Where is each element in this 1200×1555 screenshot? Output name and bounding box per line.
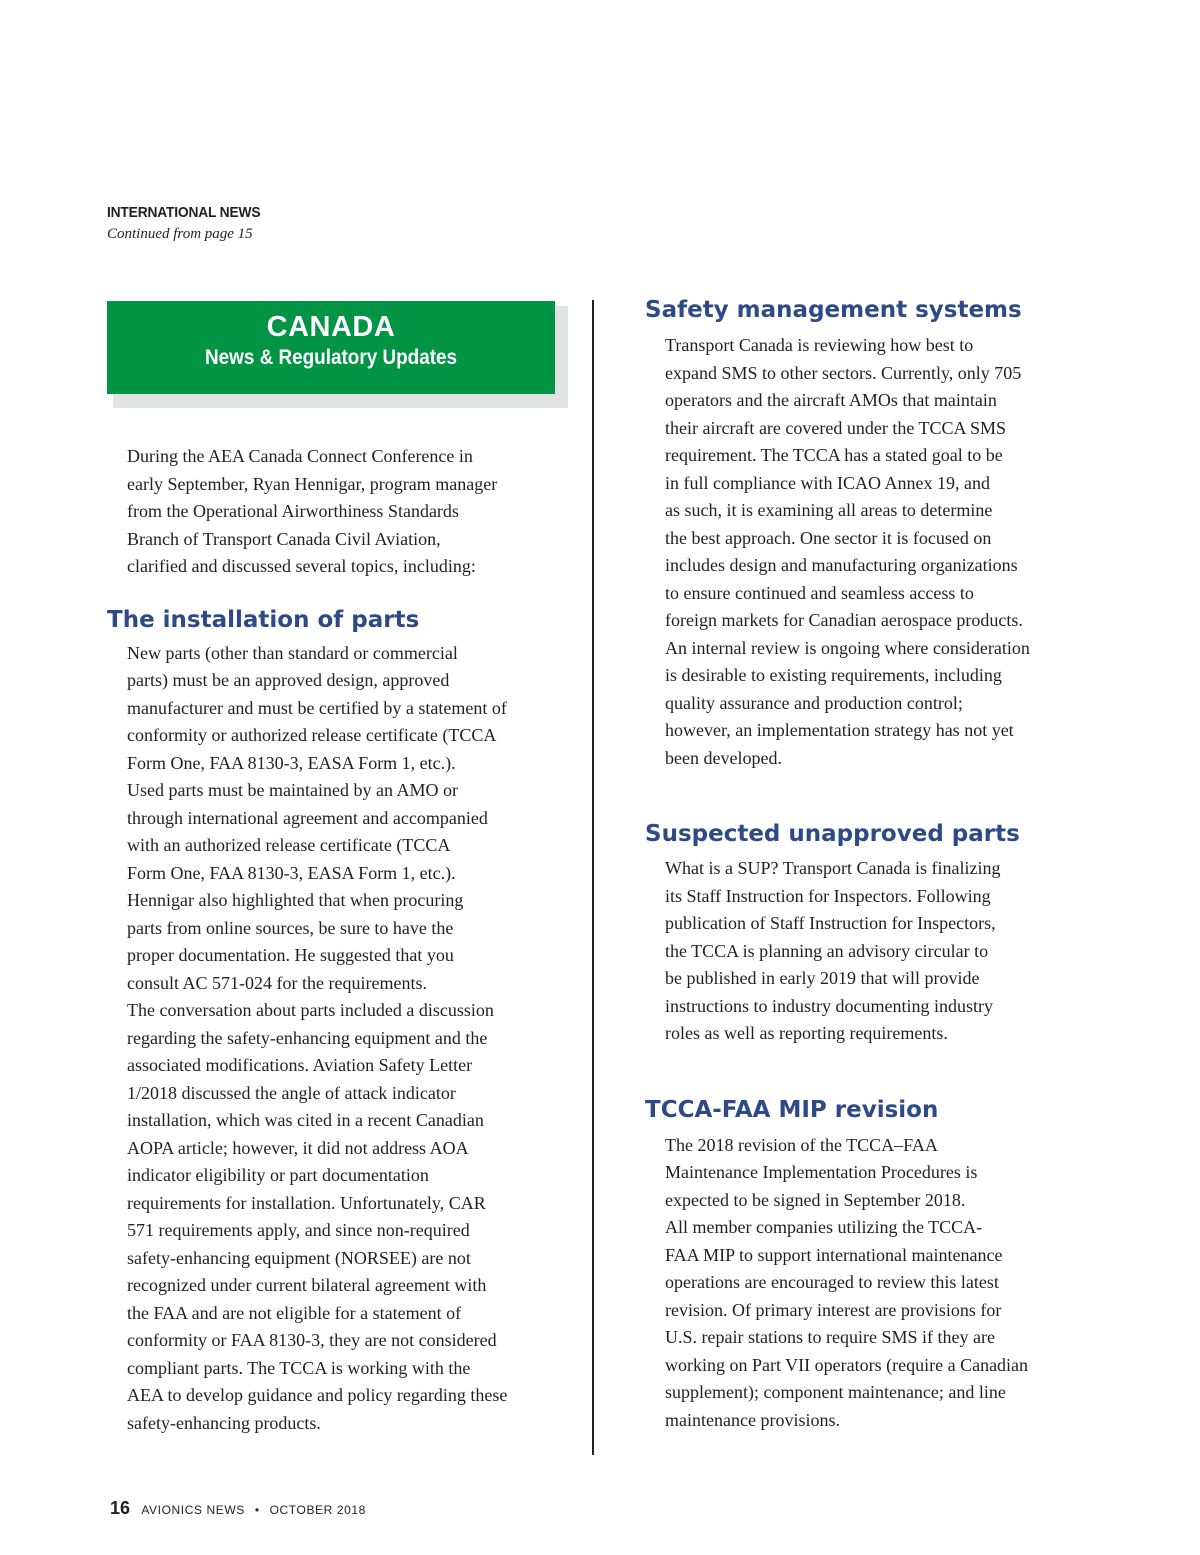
text-line: Branch of Transport Canada Civil Aviation, [127, 528, 441, 549]
text-line: Form One, FAA 8130-3, EASA Form 1, etc.). [127, 752, 456, 773]
text-line: been developed. [665, 747, 782, 768]
text-line: to ensure continued and seamless access to [665, 582, 974, 603]
text-line: expected to be signed in September 2018. [665, 1189, 966, 1210]
text-line: regarding the safety-enhancing equipment and the [127, 1027, 488, 1048]
text-line: manufacturer and must be certified by a statement of [127, 697, 507, 718]
text-line: maintenance provisions. [665, 1409, 840, 1430]
banner-title: CANADA [266, 311, 396, 343]
section-heading: Suspected unapproved parts [645, 821, 1020, 847]
text-line: the TCCA is planning an advisory circular to [665, 940, 989, 961]
text-line: installation, which was cited in a recent Canadian [127, 1110, 484, 1130]
body-paragraph [107, 640, 547, 778]
text-line: requirements for installation. Unfortunately, CAR [127, 1192, 486, 1213]
text-line: be published in early 2019 that will provide [665, 968, 980, 988]
text-line: proper documentation. He suggested that you [127, 945, 454, 965]
section-heading: Safety management systems [645, 297, 1022, 323]
text-line: clarified and discussed several topics, including: [127, 556, 476, 576]
text-line: supplement); component maintenance; and line [665, 1382, 1006, 1402]
text-line: 571 requirements apply, and since non-required [127, 1220, 470, 1240]
body-paragraph [107, 777, 547, 887]
intro-paragraph [107, 443, 547, 581]
text-line: through international agreement and accompanied [127, 807, 488, 828]
text-line: operators and the aircraft AMOs that maintain [665, 390, 997, 410]
section-kicker: INTERNATIONAL NEWS [107, 204, 261, 221]
text-line: operations are encouraged to review this latest [665, 1272, 999, 1292]
text-line: publication of Staff Instruction for Inspectors, [665, 913, 996, 933]
text-line: is desirable to existing requirements, including [665, 665, 1002, 685]
text-line: requirement. The TCCA has a stated goal to be [665, 445, 1003, 465]
canada-banner [107, 301, 555, 394]
text-line: AEA to develop guidance and policy regarding these [127, 1385, 508, 1405]
text-line: associated modifications. Aviation Safety Letter [127, 1055, 473, 1075]
text-line: The 2018 revision of the TCCA–FAA [665, 1134, 938, 1155]
text-line: consult AC 571-024 for the requirements. [127, 972, 427, 993]
section-heading: TCCA-FAA MIP revision [645, 1096, 939, 1123]
text-line: What is a SUP? Transport Canada is finalizing [665, 858, 1001, 878]
banner-subtitle: News & Regulatory Updates [204, 346, 458, 369]
text-line: safety-enhancing products. [127, 1412, 321, 1433]
body-paragraph [107, 887, 547, 997]
left-column [107, 443, 547, 1437]
text-line: Maintenance Implementation Procedures is [665, 1162, 978, 1182]
text-line: their aircraft are covered under the TCCA SMS [665, 417, 1007, 438]
text-line: parts from online sources, be sure to have the [127, 917, 454, 938]
text-line: the FAA and are not eligible for a statement of [127, 1302, 462, 1323]
text-line: conformity or authorized release certificate (TCCA [127, 725, 497, 745]
page-number: 16 [110, 1498, 131, 1518]
text-line: early September, Ryan Hennigar, program manager [127, 473, 498, 494]
text-line: compliant parts. The TCCA is working with the [127, 1357, 471, 1378]
body-paragraph [645, 855, 1085, 1048]
text-line: Used parts must be maintained by an AMO or [127, 780, 458, 800]
text-line: parts) must be an approved design, approved [127, 670, 450, 690]
body-paragraph [645, 332, 1085, 772]
text-line: includes design and manufacturing organizations [665, 555, 1018, 575]
text-line: An internal review is ongoing where consideration [665, 637, 1030, 658]
body-paragraph [645, 1132, 1085, 1435]
text-line: roles as well as reporting requirements. [665, 1023, 948, 1043]
text-line: FAA MIP to support international maintenance [665, 1244, 1003, 1265]
text-line: AOPA article; however, it did not address AOA [127, 1137, 469, 1158]
text-line: 1/2018 discussed the angle of attack indicator [127, 1082, 456, 1103]
text-line: in full compliance with ICAO Annex 19, and [665, 472, 990, 493]
text-line: Form One, FAA 8130-3, EASA Form 1, etc.). [127, 862, 456, 883]
right-column [645, 294, 1085, 1434]
text-line: however, an implementation strategy has not yet [665, 720, 1014, 740]
text-line: During the AEA Canada Connect Conference in [127, 446, 473, 466]
section-heading: The installation of parts [107, 606, 420, 633]
text-line: with an authorized release certificate (TCCA [127, 835, 451, 855]
text-line: the best approach. One sector it is focused on [665, 527, 992, 548]
text-line: instructions to industry documenting industry [665, 995, 993, 1016]
publication-name: AVIONICS NEWS [141, 1503, 245, 1517]
column-divider [592, 300, 594, 1455]
text-line: The conversation about parts included a discussion [127, 1000, 494, 1020]
issue-date: OCTOBER 2018 [269, 1503, 366, 1517]
footer-separator: • [254, 1503, 260, 1517]
text-line: indicator eligibility or part documentation [127, 1165, 429, 1185]
text-line: expand SMS to other sectors. Currently, only 705 [665, 362, 1022, 383]
text-line: Transport Canada is reviewing how best to [665, 335, 974, 355]
text-line: foreign markets for Canadian aerospace products. [665, 610, 1023, 630]
text-line: Hennigar also highlighted that when procuring [127, 890, 464, 910]
text-line: New parts (other than standard or commercial [127, 642, 458, 663]
text-line: recognized under current bilateral agreement with [127, 1275, 487, 1295]
text-line: safety-enhancing equipment (NORSEE) are not [127, 1247, 471, 1268]
text-line: conformity or FAA 8130-3, they are not considered [127, 1330, 497, 1350]
body-paragraph [107, 997, 547, 1437]
text-line: U.S. repair stations to require SMS if they are [665, 1327, 995, 1347]
page-footer [110, 1498, 366, 1519]
text-line: All member companies utilizing the TCCA- [665, 1217, 983, 1237]
continued-note: Continued from page 15 [107, 226, 253, 242]
text-line: its Staff Instruction for Inspectors. Following [665, 885, 991, 906]
text-line: working on Part VII operators (require a Canadian [665, 1354, 1029, 1375]
text-line: revision. Of primary interest are provisions for [665, 1299, 1002, 1320]
text-line: from the Operational Airworthiness Standards [127, 501, 459, 521]
text-line: quality assurance and production control; [665, 692, 963, 713]
text-line: as such, it is examining all areas to determine [665, 500, 993, 520]
